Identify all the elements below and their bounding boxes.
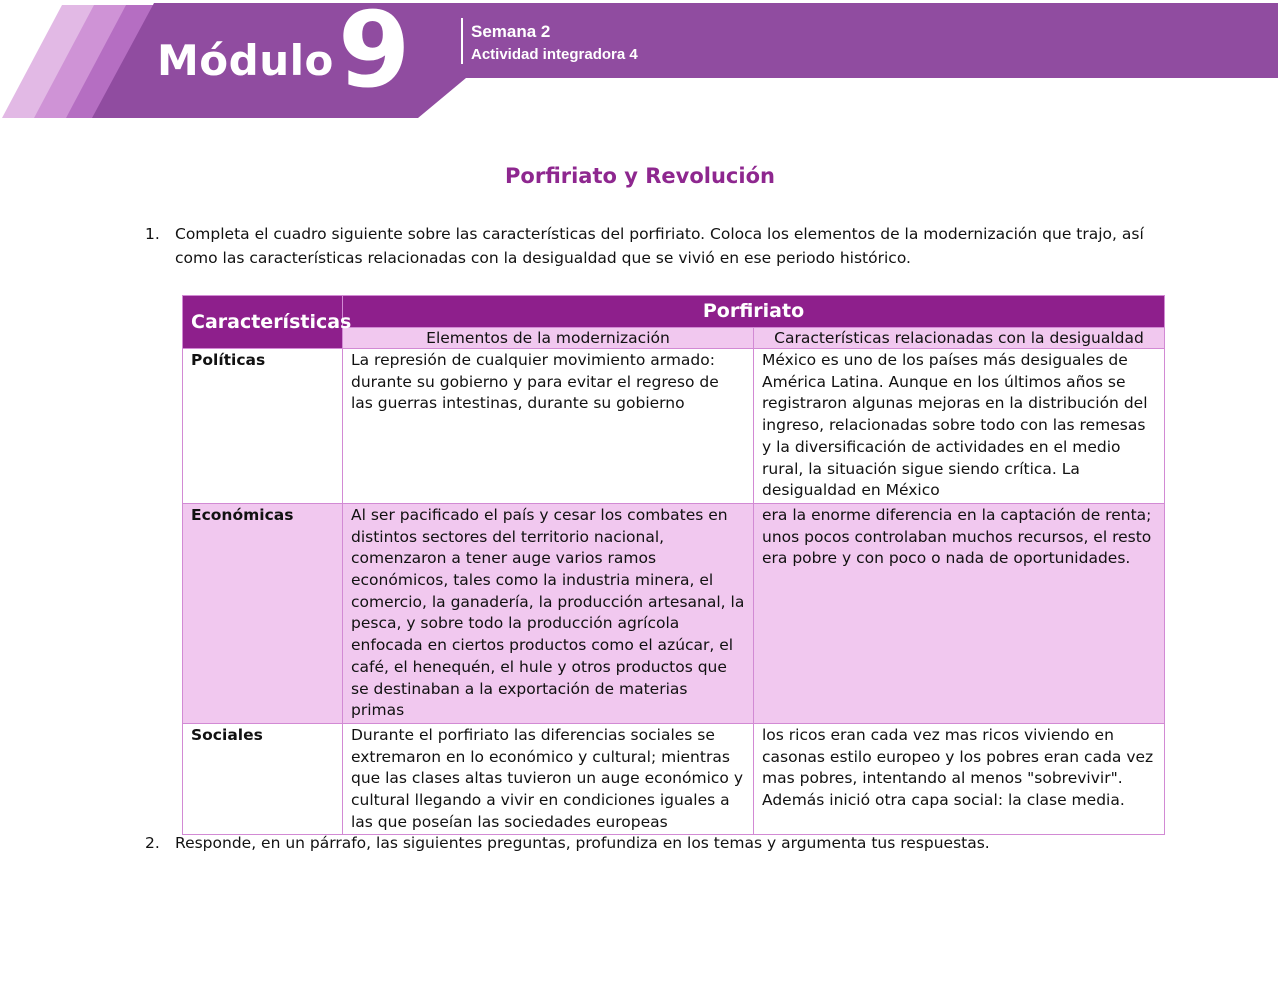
module-word: Módulo — [157, 36, 334, 85]
activity-label: Actividad integradora 4 — [471, 46, 638, 63]
question-2-number: 2. — [145, 834, 160, 852]
porfiriato-table — [182, 295, 1165, 835]
row-label: Económicas — [183, 503, 343, 723]
question-2-text: Responde, en un párrafo, las siguientes preguntas, profundiza en los temas y argumenta tus respuestas. — [175, 834, 990, 852]
question-2 — [145, 831, 1145, 855]
row-label: Políticas — [183, 349, 343, 504]
table-row-politicas — [183, 349, 1165, 504]
cell-modernization: Al ser pacificado el país y cesar los combates en distintos sectores del territorio nacional, comenzaron a tener auge varios ramos económicos, tales como la industria minera, el comercio, la ganadería, la producción artesanal, la pesca, y sobre todo la producción agrícola enfocada en ciertos productos como el azúcar, el café, el henequén, el hule y otros productos que se destinaban a la exportación de materias primas — [343, 503, 754, 723]
cell-inequality: México es uno de los países más desiguales de América Latina. Aunque en los últimos años se registraron algunas mejoras en la distribución del ingreso, relacionadas sobre todo con las remesas y la diversificación de actividades en el medio rural, la situación sigue siendo crítica. La desigualdad en México — [754, 349, 1165, 504]
week-label: Semana 2 — [471, 22, 551, 41]
table-row-sociales — [183, 723, 1165, 835]
page-title: Porfiriato y Revolución — [505, 164, 775, 188]
question-1 — [145, 222, 1145, 270]
module-number: 9 — [338, 0, 411, 111]
cell-inequality: era la enorme diferencia en la captación de renta; unos pocos controlaban muchos recursos, el resto era pobre y con poco o nada de oportunidades. — [754, 503, 1165, 723]
header-porfiriato: Porfiriato — [343, 296, 1165, 328]
header-separator — [461, 18, 463, 64]
header-modernization: Elementos de la modernización — [343, 328, 754, 349]
question-1-text: Completa el cuadro siguiente sobre las características del porfiriato. Coloca los elementos de la modernización que trajo, así como las características relacionadas con la desigualdad que se vivió en ese periodo histórico. — [175, 225, 1144, 267]
cell-modernization: La represión de cualquier movimiento armado: durante su gobierno y para evitar el regreso de las guerras intestinas, durante su gobierno — [343, 349, 754, 504]
row-label: Sociales — [183, 723, 343, 835]
question-1-number: 1. — [145, 225, 160, 243]
table-row-economicas — [183, 503, 1165, 723]
module-banner — [0, 0, 1280, 125]
header-inequality: Características relacionadas con la desigualdad — [754, 328, 1165, 349]
cell-inequality: los ricos eran cada vez mas ricos viviendo en casonas estilo europeo y los pobres eran cada vez mas pobres, intentando al menos "sobrevivir". Además inició otra capa social: la clase media. — [754, 723, 1165, 835]
cell-modernization: Durante el porfiriato las diferencias sociales se extremaron en lo económico y cultural; mientras que las clases altas tuvieron un auge económico y cultural llegando a vivir en condiciones iguales a las que poseían las sociedades europeas — [343, 723, 754, 835]
header-characteristics: Características — [183, 296, 343, 349]
